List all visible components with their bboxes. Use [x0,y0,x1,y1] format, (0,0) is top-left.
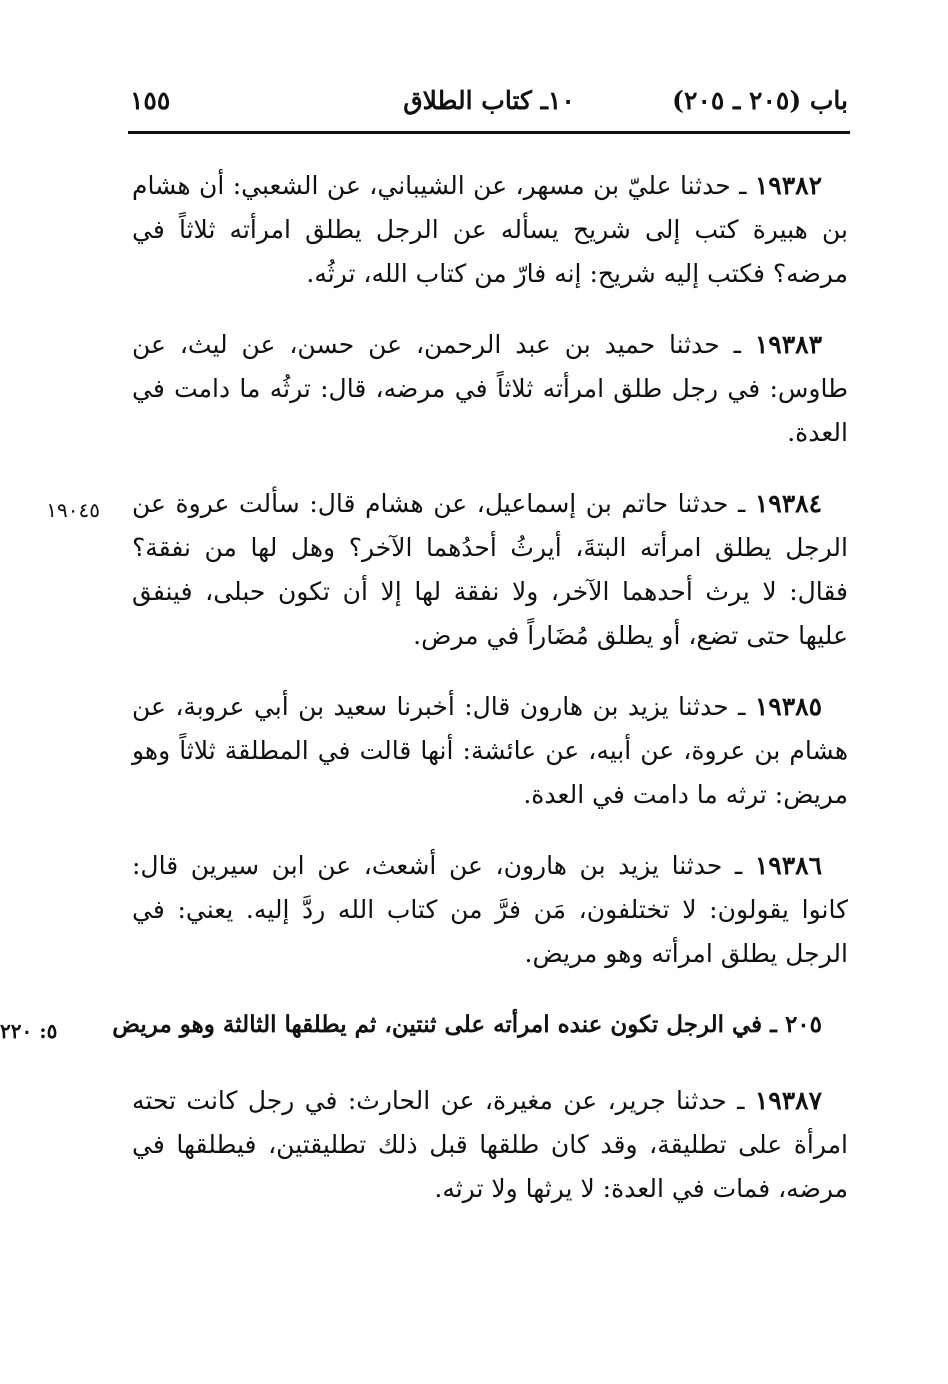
chapter-title: ـ في الرجل تكون عنده امرأته على ثنتين، ثم يطلقها الثالثة وهو مريض [112,1011,785,1038]
hadith-entry [46,482,848,658]
page-header [130,80,848,130]
entry-number: ١٩٣٨٦ [754,851,822,880]
hadith-entry [132,685,848,817]
entry-text: ـ حدثنا جرير، عن مغيرة، عن الحارث: في رجل كانت تحته امرأة على تطليقة، وقد كان طلقها قبل ذلك تطليقتين، فيطلقها في مرضه، فمات في العدة: لا يرثها ولا ترثه. [132,1086,848,1203]
entry-number: ١٩٣٨٢ [754,171,822,200]
hadith-entry [132,844,848,976]
chapter-range: باب (٢٠٥ ـ ٢٠٥) [672,86,848,115]
hadith-entry [132,1079,848,1211]
entry-text: ـ حدثنا عليّ بن مسهر، عن الشيباني، عن الشعبي: أن هشام بن هبيرة كتب إلى شريح يسأله عن الرجل يطلق امرأته ثلاثاً في مرضه؟ فكتب إليه شريح: إنه فارّ من كتاب الله، ترثُه. [132,171,849,288]
entry-text: ـ حدثنا يزيد بن هارون، عن أشعث، عن ابن سيرين قال: كانوا يقولون: لا تختلفون، مَن فرَّ من كتاب الله ردَّ إليه. يعني: في الرجل يطلق امرأته وهو مريض. [132,851,848,968]
header-rule [128,131,850,134]
hadith-entry [132,323,848,455]
margin-reference: ١٩٠٤٥ [46,498,100,522]
entry-number: ١٩٣٨٧ [754,1086,822,1115]
entry-text: ـ حدثنا حميد بن عبد الرحمن، عن حسن، عن ليث، عن طاوس: في رجل طلق امرأته ثلاثاً في مرضه، قال: ترثُه ما دامت في العدة. [132,330,848,447]
chapter-number: ٢٠٥ [784,1011,822,1038]
entry-text: ـ حدثنا يزيد بن هارون قال: أخبرنا سعيد بن أبي عروبة، عن هشام بن عروة، عن أبيه، عن عائشة: أنها قالت في المطلقة ثلاثاً وهو مريض: ترثه ما دامت في العدة. [132,692,848,809]
page-number: ١٥٥ [130,86,171,115]
book-title: ١٠ـ كتاب الطلاق [403,86,575,115]
margin-reference: ٥: ٢٢٠ [0,1019,58,1043]
chapter-heading [0,1003,848,1047]
entry-number: ١٩٣٨٣ [754,330,822,359]
entry-number: ١٩٣٨٥ [754,692,822,721]
hadith-entry [132,164,848,296]
entry-number: ١٩٣٨٤ [754,489,822,518]
page-body [0,164,849,1238]
entry-text: ـ حدثنا حاتم بن إسماعيل، عن هشام قال: سألت عروة عن الرجل يطلق امرأته البتةَ، أيرثُ أحدُهما الآخر؟ وهل لها من نفقة؟ فقال: لا يرث أحدهما الآخر، ولا نفقة لها إلا أن تكون حبلى، فينفق عليها حتى تضع، أو يطلق مُضَاراً في مرض. [132,489,848,650]
